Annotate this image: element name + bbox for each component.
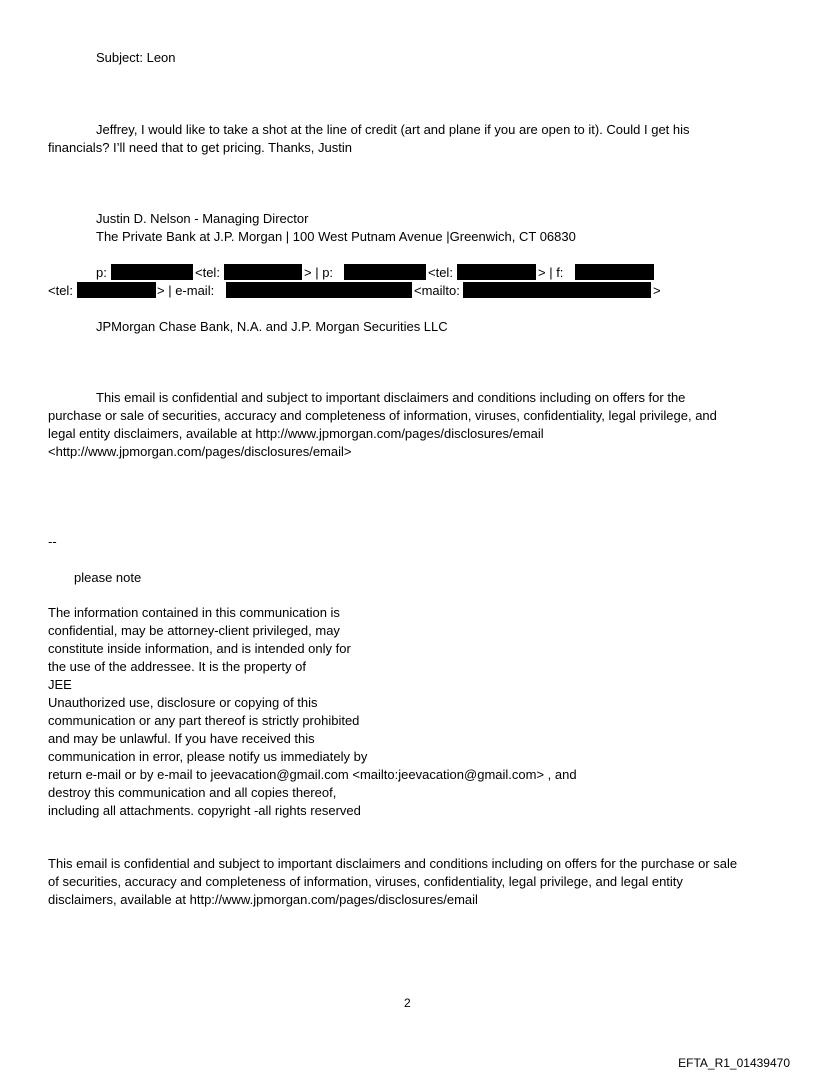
disclaimer-2-line: of securities, accuracy and completeness of information, viruses, confidentiality, legal privilege, and legal entity: [48, 874, 683, 889]
contact-tel-open-2: <tel:: [428, 265, 453, 280]
notice-line: communication or any part thereof is strictly prohibited: [48, 713, 360, 728]
contact-tel-open-3: <tel:: [48, 283, 73, 298]
signature-address: The Private Bank at J.P. Morgan | 100 West Putnam Avenue |Greenwich, CT 06830: [96, 229, 576, 244]
separator: --: [48, 534, 57, 549]
notice-line: including all attachments. copyright -all rights reserved: [48, 803, 361, 818]
notice-line: JEE: [48, 677, 72, 692]
document-id: EFTA_R1_01439470: [678, 1056, 790, 1070]
notice-line: the use of the addressee. It is the property of: [48, 659, 306, 674]
notice-line: destroy this communication and all copies thereof,: [48, 785, 337, 800]
notice-line: The information contained in this communication is: [48, 605, 340, 620]
redaction-box: [575, 264, 654, 280]
redaction-box: [457, 264, 536, 280]
body-line-1: Jeffrey, I would like to take a shot at the line of credit (art and plane if you are open to it). Could I get his: [96, 122, 690, 137]
disclaimer-2-line: This email is confidential and subject to important disclaimers and conditions including on offers for the purchase or sale: [48, 856, 738, 871]
contact-tel-open-1: <tel:: [195, 265, 220, 280]
disclaimer-1-line: purchase or sale of securities, accuracy and completeness of information, viruses, confidentiality, legal privilege, and: [48, 408, 717, 423]
disclaimer-1-line: legal entity disclaimers, available at http://www.jpmorgan.com/pages/disclosures/email: [48, 426, 544, 441]
signature-name-title: Justin D. Nelson - Managing Director: [96, 211, 309, 226]
disclaimer-1-line: <http://www.jpmorgan.com/pages/disclosures/email>: [48, 444, 352, 459]
subject-line: Subject: Leon: [96, 50, 176, 65]
contact-mailto-open: <mailto:: [414, 283, 460, 298]
disclaimer-1-line: This email is confidential and subject to important disclaimers and conditions including on offers for the: [96, 390, 686, 405]
notice-line: confidential, may be attorney-client privileged, may: [48, 623, 340, 638]
redaction-box: [226, 282, 412, 298]
contact-email-label: > | e-mail:: [157, 283, 215, 298]
contact-close: >: [653, 283, 661, 298]
signature-entity: JPMorgan Chase Bank, N.A. and J.P. Morgan Securities LLC: [96, 319, 448, 334]
please-note: please note: [74, 570, 142, 585]
redaction-box: [344, 264, 426, 280]
redaction-box: [77, 282, 156, 298]
body-line-2: financials? I’ll need that to get pricing. Thanks, Justin: [48, 140, 352, 155]
disclaimer-2-line: disclaimers, available at http://www.jpmorgan.com/pages/disclosures/email: [48, 892, 478, 907]
notice-line: and may be unlawful. If you have received this: [48, 731, 315, 746]
contact-close-sep-2: > | f:: [538, 265, 564, 280]
notice-line: communication in error, please notify us immediately by: [48, 749, 368, 764]
page-number: 2: [404, 996, 411, 1010]
redaction-box: [224, 264, 302, 280]
contact-p-label: p:: [96, 265, 107, 280]
redaction-box: [111, 264, 193, 280]
notice-line: constitute inside information, and is intended only for: [48, 641, 351, 656]
notice-line: Unauthorized use, disclosure or copying of this: [48, 695, 318, 710]
notice-line: return e-mail or by e-mail to jeevacation@gmail.com <mailto:jeevacation@gmail.com> , and: [48, 767, 577, 782]
redaction-box: [463, 282, 651, 298]
contact-close-sep-1: > | p:: [304, 265, 334, 280]
